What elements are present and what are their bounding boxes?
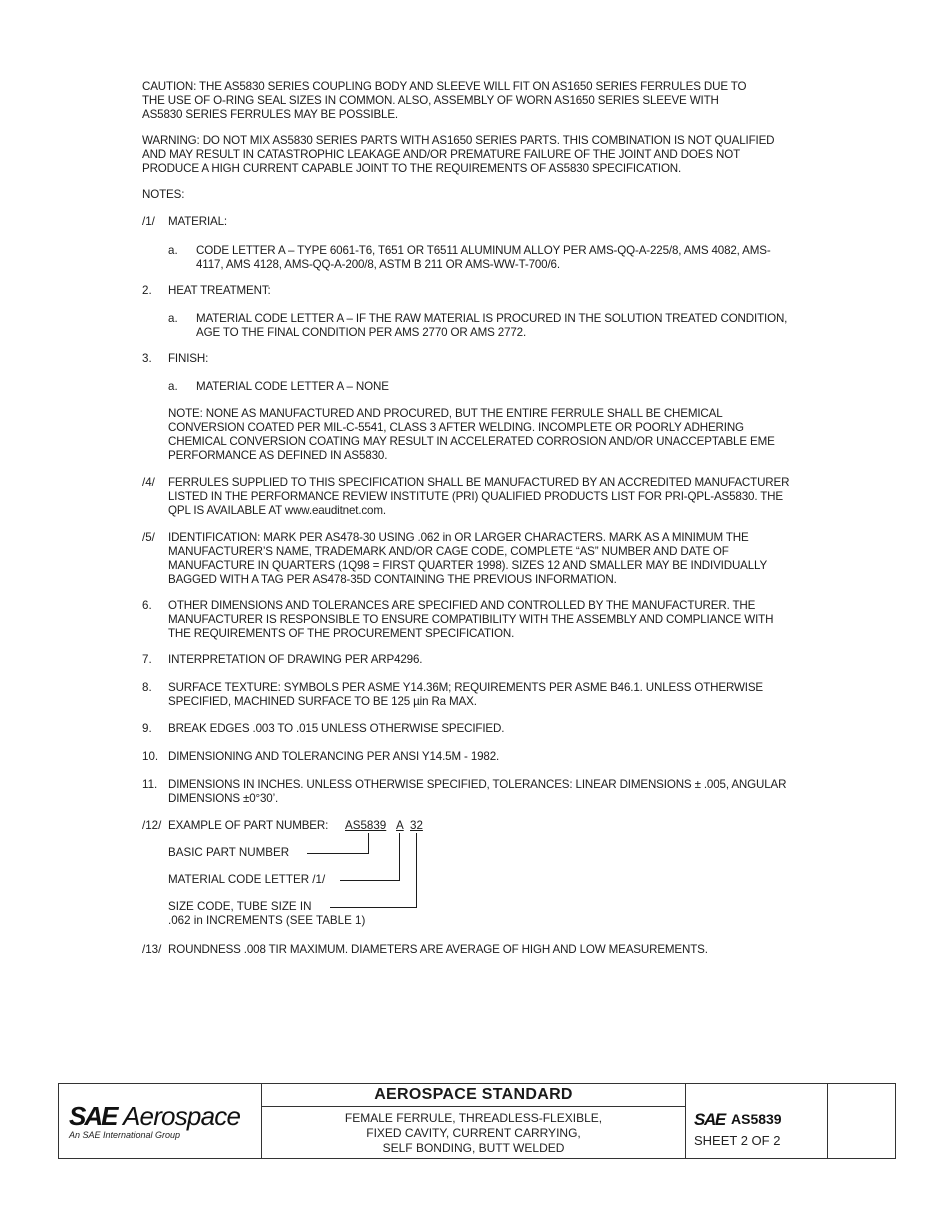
part-number-size: 32 [410, 819, 423, 832]
note-8-number: 8. [142, 681, 152, 694]
document-title: FEMALE FERRULE, THREADLESS-FLEXIBLE, FIXED CAVITY, CURRENT CARRYING, SELF BONDING, BUTT WELDED [344, 1111, 603, 1155]
note-6-text: OTHER DIMENSIONS AND TOLERANCES ARE SPECIFIED AND CONTROLLED BY THE MANUFACTURER. THE MANUFACTURER IS RESPONSIBLE TO ENSURE COMPATIBILITY WITH THE ASSEMBLY AND COMPLIANCE WITH THE REQUIREMENTS OF THE PROCUREMENT SPECIFICATION. [168, 599, 774, 640]
part-number-basic: AS5839 [345, 819, 387, 832]
title-block-title-cell [262, 1084, 686, 1158]
note-3-number: 3. [142, 352, 152, 365]
note-11-text: DIMENSIONS IN INCHES. UNLESS OTHERWISE SPECIFIED, TOLERANCES: LINEAR DIMENSIONS ± .005, ANGULAR DIMENSIONS ±0°30’. [168, 778, 787, 805]
leader-basic-vertical [368, 833, 369, 854]
note-4-number: /4/ [142, 476, 155, 489]
note-3a-text: MATERIAL CODE LETTER A – NONE [196, 380, 389, 393]
label-material-code: MATERIAL CODE LETTER /1/ [168, 873, 326, 886]
note-1-title: MATERIAL: [168, 215, 227, 228]
note-7-text: INTERPRETATION OF DRAWING PER ARP4296. [168, 653, 423, 666]
note-6-number: 6. [142, 599, 152, 612]
leader-size-vertical [416, 833, 417, 908]
leader-basic-horizontal [307, 853, 369, 854]
title-block [58, 1083, 896, 1159]
note-7-number: 7. [142, 653, 152, 666]
leader-material-vertical [399, 833, 400, 881]
note-8-text: SURFACE TEXTURE: SYMBOLS PER ASME Y14.36M; REQUIREMENTS PER ASME B46.1. UNLESS OTHERWISE SPECIFIED, MACHINED SURFACE TO BE 125 µin Ra MAX. [168, 681, 764, 708]
note-5-number: /5/ [142, 531, 155, 544]
note-9-text: BREAK EDGES .003 TO .015 UNLESS OTHERWISE SPECIFIED. [168, 722, 505, 735]
note-2-title: HEAT TREATMENT: [168, 284, 271, 297]
label-basic-part-number: BASIC PART NUMBER [168, 846, 290, 859]
sheet-number: SHEET 2 OF 2 [694, 1133, 781, 1148]
part-number-material: A [396, 819, 404, 832]
standard-heading: AEROSPACE STANDARD [262, 1084, 685, 1107]
note-1-number: /1/ [142, 215, 155, 228]
note-4-text: FERRULES SUPPLIED TO THIS SPECIFICATION SHALL BE MANUFACTURED BY AN ACCREDITED MANUFACTURER LISTED IN THE PERFORMANCE REVIEW INSTITUTE (PRI) QUALIFIED PRODUCTS LIST FOR PRI-QPL-AS5830. THE QPL IS AVAILABLE AT www.eauditnet.com. [168, 476, 790, 517]
logo-tagline: An SAE International Group [69, 1130, 181, 1140]
note-13-number: /13/ [142, 943, 162, 956]
title-block-logo-cell [59, 1084, 262, 1158]
label-size-code-2: .062 in INCREMENTS (SEE TABLE 1) [168, 914, 366, 927]
note-12-number: /12/ [142, 819, 162, 832]
leader-material-horizontal [340, 880, 400, 881]
note-10-number: 10. [142, 750, 159, 763]
leader-size-horizontal [330, 907, 417, 908]
note-13-text: ROUNDNESS .008 TIR MAXIMUM. DIAMETERS ARE AVERAGE OF HIGH AND LOW MEASUREMENTS. [168, 943, 708, 956]
note-5-text: IDENTIFICATION: MARK PER AS478-30 USING .062 in OR LARGER CHARACTERS. MARK AS A MINIMUM THE MANUFACTURER’S NAME, TRADEMARK AND/OR CAGE CODE, COMPLETE “AS” NUMBER AND DATE OF MANUFACTURE IN QUARTERS (1Q98 = FIRST QUARTER 1998). SIZES 12 AND SMALLER MAY BE INDIVIDUALLY BAGGED WITH A TAG PER AS478-35D CONTAINING THE PREVIOUS INFORMATION. [168, 531, 768, 586]
sae-small-logo: SAE [694, 1110, 725, 1129]
note-12-title: EXAMPLE OF PART NUMBER: [168, 819, 329, 832]
warning-paragraph: WARNING: DO NOT MIX AS5830 SERIES PARTS WITH AS1650 SERIES PARTS. THIS COMBINATION IS NOT QUALIFIED AND MAY RESULT IN CATASTROPHIC LEAKAGE AND/OR PREMATURE FAILURE OF THE JOINT AND DOES NOT PRODUCE A HIGH CURRENT CAPABLE JOINT TO THE REQUIREMENTS OF AS5830 SPECIFICATION. [142, 134, 775, 175]
note-2a-text: MATERIAL CODE LETTER A – IF THE RAW MATERIAL IS PROCURED IN THE SOLUTION TREATED CONDITION, AGE TO THE FINAL CONDITION PER AMS 2770 OR AMS 2772. [196, 312, 788, 339]
title-block-revision-cell [828, 1084, 897, 1158]
title-block-doc-cell [686, 1084, 828, 1158]
document-number: AS5839 [731, 1111, 782, 1127]
sae-logo: SAE [69, 1101, 117, 1131]
label-size-code-1: SIZE CODE, TUBE SIZE IN [168, 900, 312, 913]
notes-heading: NOTES: [142, 188, 185, 201]
note-3-subnote: NOTE: NONE AS MANUFACTURED AND PROCURED, BUT THE ENTIRE FERRULE SHALL BE CHEMICAL CONVERSION COATED PER MIL-C-5541, CLASS 3 AFTER WELDING. INCOMPLETE OR POORLY ADHERING CHEMICAL CONVERSION COATING MAY RESULT IN ACCELERATED CORROSION AND/OR UNACCEPTABLE EME PERFORMANCE AS DEFINED IN AS5830. [168, 407, 775, 462]
caution-paragraph: CAUTION: THE AS5830 SERIES COUPLING BODY AND SLEEVE WILL FIT ON AS1650 SERIES FERRULES DUE TO THE USE OF O-RING SEAL SIZES IN COMMON. ALSO, ASSEMBLY OF WORN AS1650 SERIES SLEEVE WITH AS5830 SERIES FERRULES MAY BE POSSIBLE. [142, 80, 747, 121]
aerospace-logo-text: Aerospace [123, 1101, 241, 1131]
note-3a-letter: a. [168, 380, 178, 393]
note-3-title: FINISH: [168, 352, 209, 365]
note-11-number: 11. [142, 778, 158, 791]
note-1a-text: CODE LETTER A – TYPE 6061-T6, T651 OR T6511 ALUMINUM ALLOY PER AMS-QQ-A-225/8, AMS 4082, AMS- 4117, AMS 4128, AMS-QQ-A-200/8, ASTM B 211 OR AMS-WW-T-700/6. [196, 244, 771, 271]
note-2-number: 2. [142, 284, 152, 297]
note-1a-letter: a. [168, 244, 178, 257]
note-9-number: 9. [142, 722, 152, 735]
note-2a-letter: a. [168, 312, 178, 325]
note-10-text: DIMENSIONING AND TOLERANCING PER ANSI Y14.5M - 1982. [168, 750, 500, 763]
